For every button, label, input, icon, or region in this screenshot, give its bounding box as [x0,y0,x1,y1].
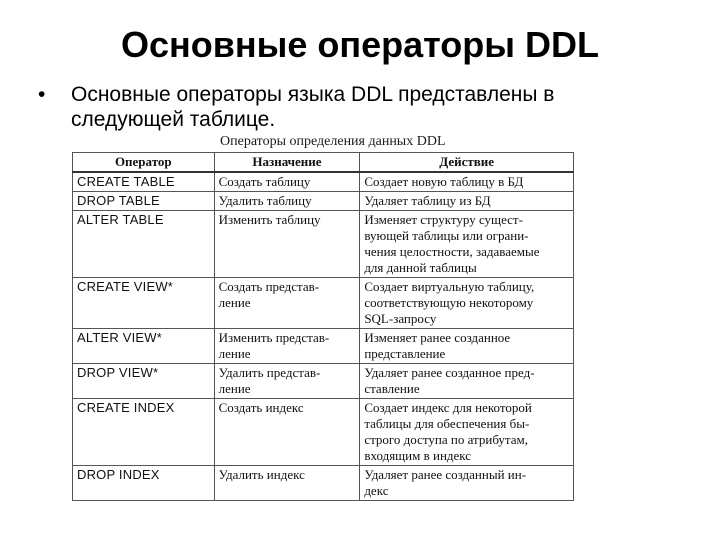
table-header-row [73,153,574,173]
cell-action-line: Удаляет ранее созданное пред- [364,365,535,380]
cell-operator-line: ALTER TABLE [77,212,164,227]
cell-action-line: представление [364,346,446,361]
table-caption: Операторы определения данных DDL [220,134,446,149]
table-row [73,329,574,364]
cell-operator [73,466,215,501]
cell-operator [73,329,215,364]
column-header-action: Действие [360,153,574,173]
cell-operator-line: CREATE TABLE [77,174,175,189]
table-row [73,278,574,329]
cell-purpose [214,172,360,192]
cell-purpose-line: ление [218,295,251,310]
cell-operator-line: CREATE INDEX [77,400,175,415]
cell-action-line: соответствующую некоторому [364,295,534,310]
bullet-text [71,82,678,132]
cell-purpose [214,466,360,501]
cell-action-line: чения целостности, задаваемые [364,244,540,259]
cell-operator-line: DROP TABLE [77,193,160,208]
cell-action-line: Изменяет структуру сущест- [364,212,523,227]
cell-purpose-line: ление [218,381,251,396]
cell-operator [73,192,215,211]
column-header-operator: Оператор [73,153,215,173]
table-row [73,192,574,211]
cell-purpose [214,192,360,211]
cell-purpose-line: Удалить представ- [218,365,321,380]
cell-action-line: ставление [364,381,420,396]
cell-action [360,278,574,329]
cell-action-line: декс [364,483,389,498]
table-body [73,172,574,501]
cell-purpose [214,364,360,399]
cell-action-line: Удаляет таблицу из БД [364,193,491,208]
cell-action [360,329,574,364]
cell-action [360,399,574,466]
cell-action-line: входящим в индекс [364,448,472,463]
cell-action [360,192,574,211]
cell-action [360,211,574,278]
cell-purpose-line: Создать индекс [218,400,304,415]
bullet-paragraph [38,82,678,132]
table-row [73,364,574,399]
column-header-purpose: Назначение [214,153,360,173]
cell-action-line: Создает виртуальную таблицу, [364,279,535,294]
table-row [73,466,574,501]
cell-purpose-line: Удалить индекс [218,467,305,482]
cell-purpose-line: Изменить таблицу [218,212,321,227]
cell-purpose-line: Создать представ- [218,279,320,294]
cell-action-line: Изменяет ранее созданное [364,330,511,345]
cell-operator [73,278,215,329]
cell-purpose-line: Удалить таблицу [218,193,312,208]
cell-action [360,364,574,399]
cell-operator-line: DROP INDEX [77,467,160,482]
cell-purpose-line: Создать таблицу [218,174,311,189]
cell-purpose [214,278,360,329]
cell-action-line: строго доступа по атрибутам, [364,432,529,447]
cell-action-line: Создает новую таблицу в БД [364,174,524,189]
cell-operator [73,211,215,278]
cell-operator-line: CREATE VIEW* [77,279,174,294]
cell-action-line: Удаляет ранее созданный ин- [364,467,527,482]
cell-purpose-line: ление [218,346,251,361]
cell-purpose-line: Изменить представ- [218,330,330,345]
cell-operator [73,364,215,399]
bullet-text-line: следующей таблице. [71,108,276,131]
cell-purpose [214,329,360,364]
table-row [73,172,574,192]
cell-action [360,172,574,192]
cell-action-line: Создает индекс для некоторой [364,400,532,415]
cell-action-line: вующей таблицы или ограни- [364,228,529,243]
cell-operator [73,172,215,192]
cell-action-line: SQL-запросу [364,311,437,326]
cell-action-line: для данной таблицы [364,260,477,275]
cell-action-line: таблицы для обеспечения бы- [364,416,530,431]
cell-operator [73,399,215,466]
slide-title: Основные операторы DDL [120,24,600,65]
cell-operator-line: ALTER VIEW* [77,330,163,345]
table-row [73,399,574,466]
ddl-operators-table [72,152,574,501]
cell-purpose [214,211,360,278]
bullet-text-line: Основные операторы языка DDL представлены в [71,83,555,106]
cell-operator-line: DROP VIEW* [77,365,159,380]
cell-purpose [214,399,360,466]
table-row [73,211,574,278]
bullet-marker: • [38,83,46,106]
cell-action [360,466,574,501]
